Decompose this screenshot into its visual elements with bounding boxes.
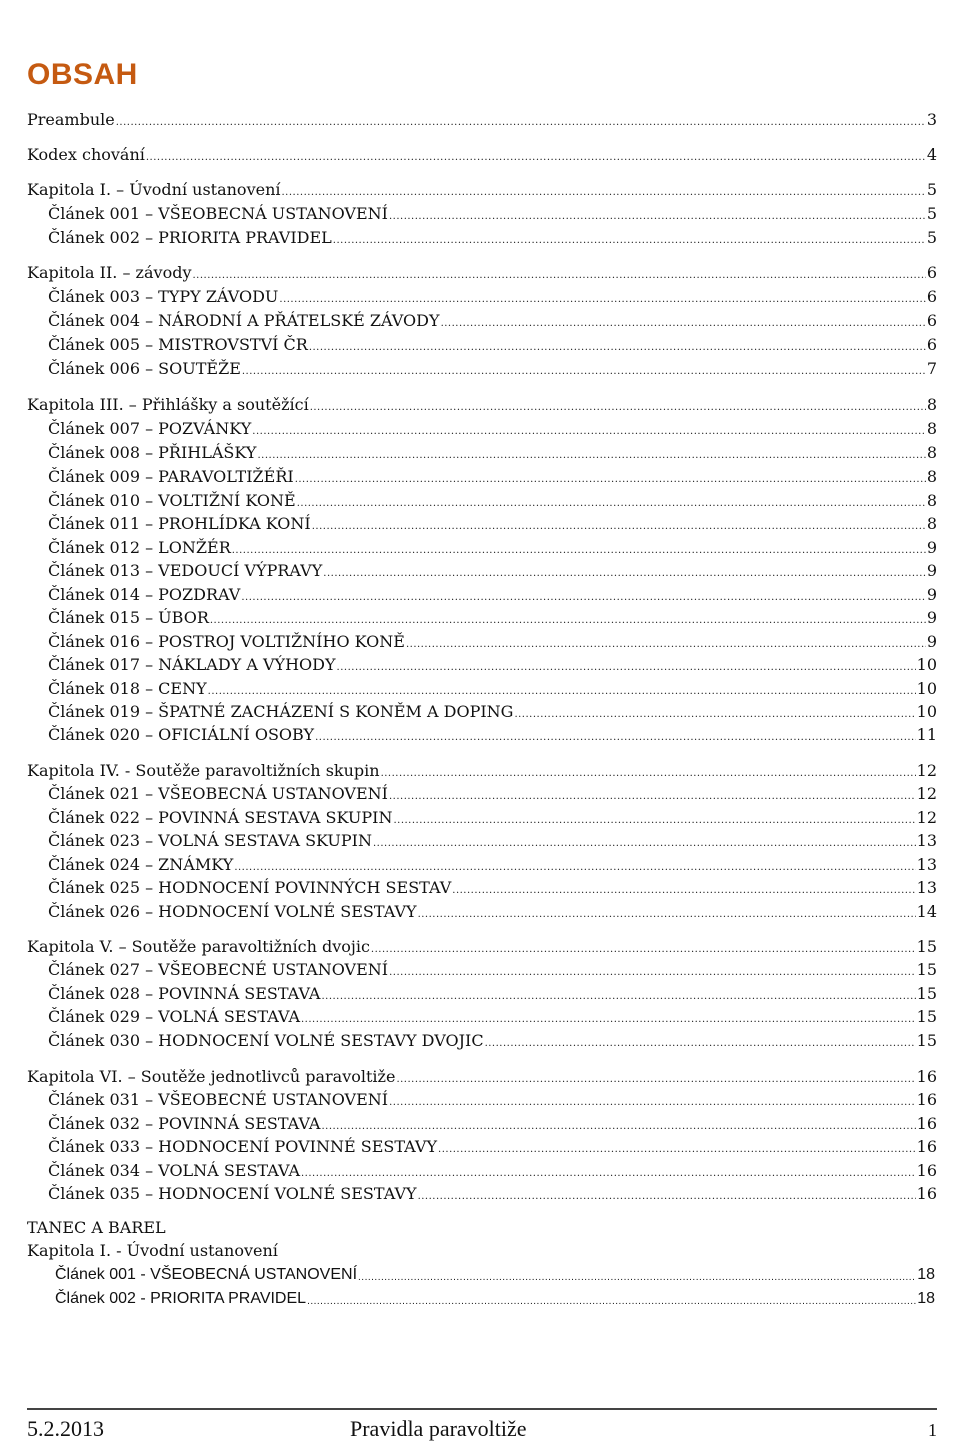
leader-dots [418, 1190, 916, 1204]
toc-entry-page: 16 [916, 1067, 937, 1086]
toc-entry-page: 15 [916, 984, 937, 1003]
leader-dots [116, 116, 926, 130]
toc-entry-page: 16 [916, 1184, 937, 1203]
toc-entry-page: 12 [916, 784, 937, 803]
toc-entry[interactable] [27, 1065, 937, 1087]
toc-entry-label: Článek 002 - PRIORITA PRAVIDEL [55, 1290, 307, 1307]
leader-dots [297, 497, 926, 511]
toc-entry-label: Článek 005 – MISTROVSTVÍ ČR [48, 335, 308, 354]
toc-entry[interactable] [27, 108, 937, 130]
toc-entry-page: 14 [916, 902, 937, 921]
toc-entry-label: Kapitola II. – závody [27, 263, 192, 282]
leader-dots [307, 1295, 916, 1309]
toc-entry[interactable] [27, 178, 937, 200]
toc-entry-label: Kapitola III. – Přihlášky a soutěžící [27, 395, 309, 414]
toc-entry-page: 9 [926, 585, 937, 604]
toc-entry-page: 9 [926, 608, 937, 627]
leader-dots [389, 790, 916, 804]
leader-dots [282, 186, 926, 200]
toc-entry-page: 13 [916, 878, 937, 897]
toc-entry-page: 5 [926, 228, 937, 247]
leader-dots [279, 293, 925, 307]
footer-date: 5.2.2013 [27, 1416, 104, 1441]
toc-entry-page: 13 [916, 855, 937, 874]
toc-entry[interactable] [27, 935, 937, 957]
leader-dots [310, 401, 926, 415]
toc-entry-label: Článek 026 – HODNOCENÍ VOLNÉ SESTAVY [48, 902, 417, 921]
toc-entry-label: Článek 015 – ÚBOR [48, 608, 209, 627]
toc-entry[interactable] [48, 1135, 937, 1157]
toc-entry-page: 8 [926, 443, 937, 462]
toc-entry-label: Článek 007 – POZVÁNKY [48, 419, 252, 438]
toc-entry-label: Článek 014 – POZDRAV [48, 585, 241, 604]
toc-entry-label: Preambule [27, 110, 115, 129]
toc-entry[interactable] [48, 536, 937, 558]
toc-entry[interactable] [48, 1182, 937, 1204]
toc-entry[interactable] [48, 1112, 937, 1134]
tanec-chapter: Kapitola I. - Úvodní ustanovení [27, 1241, 278, 1260]
toc-entry-label: Článek 020 – OFICIÁLNÍ OSOBY [48, 725, 315, 744]
toc-entry-label: Článek 024 – ZNÁMKY [48, 855, 234, 874]
toc-entry-label: Článek 003 – TYPY ZÁVODU [48, 287, 279, 306]
toc-entry-page: 7 [926, 359, 937, 378]
toc-entry[interactable] [48, 417, 937, 439]
toc-entry-label: Článek 030 – HODNOCENÍ VOLNÉ SESTAVY DVOJIC [48, 1031, 484, 1050]
toc-entry-page: 10 [916, 655, 937, 674]
toc-entry-label: Článek 028 – POVINNÁ SESTAVA [48, 984, 321, 1003]
leader-dots [389, 1096, 916, 1110]
toc-entry-label: Článek 032 – POVINNÁ SESTAVA [48, 1114, 321, 1133]
toc-entry[interactable] [48, 700, 937, 722]
toc-entry[interactable] [48, 357, 937, 379]
toc-entry-label: Článek 022 – POVINNÁ SESTAVA SKUPIN [48, 808, 393, 827]
toc-entry[interactable] [55, 1287, 935, 1309]
toc-entry[interactable] [27, 393, 937, 415]
leader-dots [438, 1143, 916, 1157]
toc-entry-label: Článek 035 – HODNOCENÍ VOLNÉ SESTAVY [48, 1184, 417, 1203]
footer-document-title: Pravidla paravoltiže [350, 1416, 527, 1441]
toc-entry-label: Kapitola V. – Soutěže paravoltižních dvojic [27, 937, 370, 956]
leader-dots [321, 990, 915, 1004]
toc-entry[interactable] [48, 583, 937, 605]
toc-entry-label: Článek 013 – VEDOUCÍ VÝPRAVY [48, 561, 323, 580]
toc-entry[interactable] [48, 630, 937, 652]
toc-entry[interactable] [48, 489, 937, 511]
leader-dots [241, 591, 925, 605]
toc-entry-page: 8 [926, 467, 937, 486]
leader-dots [393, 814, 915, 828]
leader-dots [315, 731, 916, 745]
leader-dots [242, 365, 926, 379]
toc-entry-page: 8 [926, 491, 937, 510]
toc-entry[interactable] [48, 982, 937, 1004]
leader-dots [295, 473, 926, 487]
toc-entry-page: 15 [916, 960, 937, 979]
toc-entry-label: Kapitola VI. – Soutěže jednotlivců paravoltiže [27, 1067, 396, 1086]
toc-entry-page: 3 [926, 110, 937, 129]
toc-entry-label: Článek 019 – ŠPATNÉ ZACHÁZENÍ S KONĚM A DOPING [48, 702, 514, 721]
toc-entry-page: 6 [926, 263, 937, 282]
toc-entry-label: Článek 002 – PRIORITA PRAVIDEL [48, 228, 332, 247]
leader-dots [396, 1073, 915, 1087]
toc-entry[interactable] [48, 900, 937, 922]
toc-entry-label: Článek 008 – PŘIHLÁŠKY [48, 443, 257, 462]
toc-entry[interactable] [48, 606, 937, 628]
leader-dots [333, 234, 926, 248]
chapter-heading[interactable] [27, 1239, 427, 1261]
leader-dots [321, 1120, 915, 1134]
toc-entry-page: 8 [926, 419, 937, 438]
leader-dots [232, 544, 926, 558]
toc-entry-label: Kodex chování [27, 145, 145, 164]
toc-entry[interactable] [48, 853, 937, 875]
toc-entry[interactable] [48, 1029, 937, 1051]
toc-entry-label: Kapitola IV. - Soutěže paravoltižních skupin [27, 761, 380, 780]
toc-entry-page: 13 [916, 831, 937, 850]
toc-entry[interactable] [48, 465, 937, 487]
toc-entry[interactable] [55, 1263, 935, 1285]
toc-entry-label: Článek 034 – VOLNÁ SESTAVA [48, 1161, 300, 1180]
toc-entry-page: 15 [916, 1031, 937, 1050]
toc-entry-page: 9 [926, 561, 937, 580]
toc-entry[interactable] [48, 829, 937, 851]
toc-entry[interactable] [48, 723, 937, 745]
toc-entry-label: Článek 006 – SOUTĚŽE [48, 359, 241, 378]
toc-entry-label: Článek 023 – VOLNÁ SESTAVA SKUPIN [48, 831, 372, 850]
toc-entry[interactable] [48, 677, 937, 699]
leader-dots [301, 1013, 916, 1027]
toc-entry-page: 15 [916, 1007, 937, 1026]
toc-entry-page: 12 [916, 808, 937, 827]
leader-dots [452, 884, 915, 898]
toc-entry-label: Článek 004 – NÁRODNÍ A PŘÁTELSKÉ ZÁVODY [48, 311, 440, 330]
toc-entry[interactable] [48, 1005, 937, 1027]
leader-dots [358, 1271, 916, 1285]
leader-dots [309, 341, 926, 355]
toc-entry-page: 16 [916, 1090, 937, 1109]
toc-entry[interactable] [48, 958, 937, 980]
toc-entry-label: Článek 016 – POSTROJ VOLTIŽNÍHO KONĚ [48, 632, 405, 651]
leader-dots [146, 151, 926, 165]
toc-entry[interactable] [27, 759, 937, 781]
leader-dots [323, 567, 926, 581]
toc-entry-label: Článek 027 – VŠEOBECNÉ USTANOVENÍ [48, 960, 389, 979]
toc-entry-label: Článek 025 – HODNOCENÍ POVINNÝCH SESTAV [48, 878, 452, 897]
toc-entry-page: 5 [926, 204, 937, 223]
toc-entry-label: Článek 018 – CENY [48, 679, 207, 698]
leader-dots [373, 837, 916, 851]
toc-entry-page: 6 [926, 287, 937, 306]
footer-page-number: 1 [928, 1420, 937, 1440]
leader-dots [441, 317, 926, 331]
leader-dots [192, 269, 925, 283]
leader-dots [389, 966, 916, 980]
toc-entry-page: 8 [926, 395, 937, 414]
toc-entry-label: Článek 012 – LONŽÉR [48, 538, 231, 557]
toc-entry-page: 18 [917, 1266, 935, 1283]
toc-entry-page: 18 [917, 1290, 935, 1307]
toc-entry-page: 9 [926, 632, 937, 651]
toc-entry-label: Článek 010 – VOLTIŽNÍ KONĚ [48, 491, 296, 510]
toc-entry-label: Článek 009 – PARAVOLTIŽÉŘI [48, 467, 294, 486]
toc-entry[interactable] [48, 782, 937, 804]
leader-dots [208, 685, 916, 699]
footer-divider [27, 1408, 937, 1410]
toc-entry-page: 15 [916, 937, 937, 956]
leader-dots [406, 638, 926, 652]
page-title: OBSAH [27, 58, 138, 91]
leader-dots [337, 661, 916, 675]
toc-entry-page: 16 [916, 1161, 937, 1180]
toc-entry-page: 12 [916, 761, 937, 780]
toc-entry-label: Článek 033 – HODNOCENÍ POVINNÉ SESTAVY [48, 1137, 438, 1156]
toc-entry-page: 6 [926, 311, 937, 330]
leader-dots [301, 1167, 916, 1181]
toc-entry[interactable] [48, 1088, 937, 1110]
toc-entry-label: Článek 011 – PROHLÍDKA KONÍ [48, 514, 311, 533]
toc-entry[interactable] [48, 202, 937, 224]
toc-entry[interactable] [48, 285, 937, 307]
toc-entry[interactable] [27, 143, 937, 165]
toc-entry-page: 10 [916, 702, 937, 721]
toc-entry[interactable] [48, 226, 937, 248]
toc-entry-page: 6 [926, 335, 937, 354]
toc-entry-page: 16 [916, 1114, 937, 1133]
toc-entry[interactable] [48, 333, 937, 355]
leader-dots [418, 908, 916, 922]
leader-dots [257, 449, 925, 463]
toc-entry[interactable] [48, 512, 937, 534]
toc-entry-label: Článek 017 – NÁKLADY A VÝHODY [48, 655, 336, 674]
toc-entry[interactable] [48, 441, 937, 463]
toc-entry-page: 16 [916, 1137, 937, 1156]
toc-entry[interactable] [48, 876, 937, 898]
leader-dots [312, 520, 926, 534]
toc-entry[interactable] [48, 806, 937, 828]
toc-entry-page: 11 [916, 725, 937, 744]
toc-entry[interactable] [48, 653, 937, 675]
leader-dots [210, 614, 926, 628]
toc-entry[interactable] [48, 559, 937, 581]
tanec-heading: TANEC A BAREL [27, 1218, 166, 1237]
leader-dots [234, 861, 915, 875]
toc-entry-page: 10 [916, 679, 937, 698]
leader-dots [485, 1037, 916, 1051]
toc-entry-page: 4 [926, 145, 937, 164]
leader-dots [514, 708, 915, 722]
toc-entry[interactable] [27, 261, 937, 283]
toc-entry-page: 5 [926, 180, 937, 199]
section-heading [27, 1216, 427, 1238]
toc-entry[interactable] [48, 309, 937, 331]
toc-entry-label: Článek 021 – VŠEOBECNÁ USTANOVENÍ [48, 784, 388, 803]
toc-entry-label: Článek 031 – VŠEOBECNÉ USTANOVENÍ [48, 1090, 389, 1109]
leader-dots [381, 767, 916, 781]
toc-entry-label: Článek 001 – VŠEOBECNÁ USTANOVENÍ [48, 204, 388, 223]
toc-entry-label: Článek 001 - VŠEOBECNÁ USTANOVENÍ [55, 1266, 358, 1283]
toc-entry-label: Článek 029 – VOLNÁ SESTAVA [48, 1007, 300, 1026]
leader-dots [371, 943, 916, 957]
leader-dots [389, 210, 926, 224]
toc-entry-label: Kapitola I. – Úvodní ustanovení [27, 180, 281, 199]
toc-entry[interactable] [48, 1159, 937, 1181]
leader-dots [252, 425, 926, 439]
toc-entry-page: 8 [926, 514, 937, 533]
toc-entry-page: 9 [926, 538, 937, 557]
